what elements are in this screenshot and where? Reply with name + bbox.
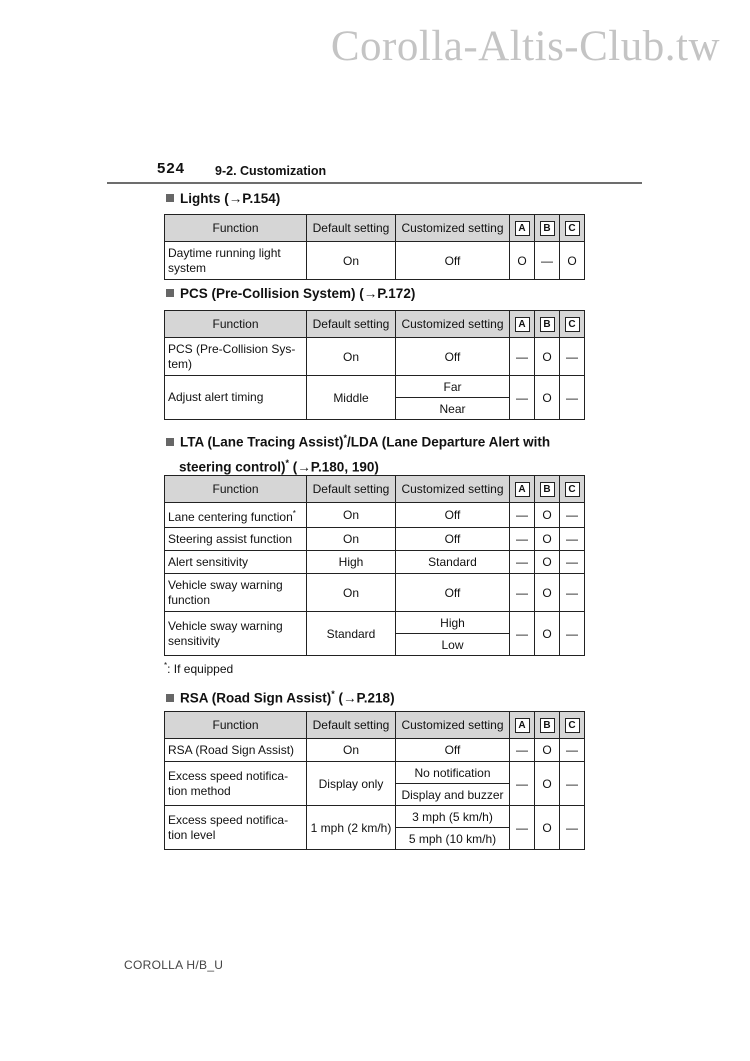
- function-cell: Excess speed notifica-tion level: [165, 806, 307, 850]
- table-header-row: [165, 712, 585, 739]
- custom-option-cell: Low: [396, 634, 510, 656]
- a-cell: —: [510, 528, 535, 551]
- footer-model-code: COROLLA H/B_U: [124, 958, 224, 972]
- b-cell: O: [535, 551, 560, 574]
- c-cell: —: [560, 612, 585, 656]
- b-cell: O: [535, 574, 560, 612]
- custom-cell: Off: [396, 242, 510, 280]
- table-row: [165, 806, 585, 828]
- default-cell: Standard: [307, 612, 396, 656]
- c-cell: O: [560, 242, 585, 280]
- bullet-square-icon: [166, 694, 174, 702]
- c-cell: —: [560, 739, 585, 762]
- function-cell: PCS (Pre-Collision Sys-tem): [165, 338, 307, 376]
- table-row: [165, 762, 585, 784]
- table-row: [165, 528, 585, 551]
- header-default: Default setting: [307, 476, 396, 503]
- header-custom: Customized setting: [396, 476, 510, 503]
- a-cell: —: [510, 503, 535, 528]
- function-cell: Vehicle sway warning function: [165, 574, 307, 612]
- c-cell: —: [560, 762, 585, 806]
- custom-option-cell: Near: [396, 398, 510, 420]
- table-row: [165, 338, 585, 376]
- header-divider: [107, 182, 642, 184]
- section-title-rsa: RSA (Road Sign Assist)* (→P.218): [166, 684, 395, 709]
- bullet-square-icon: [166, 438, 174, 446]
- custom-cell: Off: [396, 503, 510, 528]
- c-cell: —: [560, 806, 585, 850]
- a-box-icon: A: [515, 317, 530, 332]
- default-cell: 1 mph (2 km/h): [307, 806, 396, 850]
- header-c: [560, 476, 585, 503]
- a-cell: —: [510, 806, 535, 850]
- custom-option-cell: Display and buzzer: [396, 784, 510, 806]
- table-row: [165, 574, 585, 612]
- header-b: [535, 311, 560, 338]
- header-a: [510, 712, 535, 739]
- bullet-square-icon: [166, 289, 174, 297]
- c-cell: —: [560, 338, 585, 376]
- custom-option-cell: 3 mph (5 km/h): [396, 806, 510, 828]
- table-header-row: [165, 476, 585, 503]
- a-cell: —: [510, 739, 535, 762]
- table-row: [165, 376, 585, 398]
- function-cell: Daytime running light system: [165, 242, 307, 280]
- table-row: [165, 503, 585, 528]
- b-cell: —: [535, 242, 560, 280]
- header-custom: Customized setting: [396, 215, 510, 242]
- custom-option-cell: High: [396, 612, 510, 634]
- c-cell: —: [560, 528, 585, 551]
- function-cell: Lane centering function*: [165, 503, 307, 528]
- header-a: [510, 476, 535, 503]
- function-cell: Steering assist function: [165, 528, 307, 551]
- header-c: [560, 712, 585, 739]
- b-box-icon: B: [540, 718, 555, 733]
- b-box-icon: B: [540, 221, 555, 236]
- a-cell: —: [510, 612, 535, 656]
- b-cell: O: [535, 528, 560, 551]
- function-cell: Adjust alert timing: [165, 376, 307, 420]
- custom-option-cell: No notification: [396, 762, 510, 784]
- custom-cell: Off: [396, 739, 510, 762]
- table-row: [165, 612, 585, 634]
- default-cell: On: [307, 739, 396, 762]
- header-c: [560, 215, 585, 242]
- header-default: Default setting: [307, 311, 396, 338]
- custom-option-cell: 5 mph (10 km/h): [396, 828, 510, 850]
- header-b: [535, 215, 560, 242]
- b-cell: O: [535, 762, 560, 806]
- chapter-title: 9-2. Customization: [215, 164, 327, 178]
- b-cell: O: [535, 376, 560, 420]
- header-custom: Customized setting: [396, 712, 510, 739]
- c-cell: —: [560, 376, 585, 420]
- custom-cell: Off: [396, 528, 510, 551]
- function-cell: Vehicle sway warning sensitivity: [165, 612, 307, 656]
- a-cell: —: [510, 574, 535, 612]
- default-cell: On: [307, 528, 396, 551]
- lights-table: [164, 214, 585, 280]
- c-cell: —: [560, 551, 585, 574]
- b-cell: O: [535, 806, 560, 850]
- a-cell: —: [510, 338, 535, 376]
- a-cell: —: [510, 551, 535, 574]
- custom-cell: Off: [396, 574, 510, 612]
- a-box-icon: A: [515, 482, 530, 497]
- header-c: [560, 311, 585, 338]
- c-box-icon: C: [565, 317, 580, 332]
- custom-option-cell: Far: [396, 376, 510, 398]
- custom-cell: Off: [396, 338, 510, 376]
- c-box-icon: C: [565, 718, 580, 733]
- header-default: Default setting: [307, 712, 396, 739]
- table-header-row: [165, 311, 585, 338]
- pcs-table: [164, 310, 585, 420]
- table-row: [165, 739, 585, 762]
- header-a: [510, 311, 535, 338]
- header-a: [510, 215, 535, 242]
- c-cell: —: [560, 574, 585, 612]
- default-cell: On: [307, 574, 396, 612]
- a-box-icon: A: [515, 221, 530, 236]
- watermark: Corolla-Altis-Club.tw: [330, 23, 720, 70]
- c-box-icon: C: [565, 221, 580, 236]
- b-cell: O: [535, 338, 560, 376]
- b-cell: O: [535, 503, 560, 528]
- b-box-icon: B: [540, 317, 555, 332]
- default-cell: On: [307, 503, 396, 528]
- table-header-row: [165, 215, 585, 242]
- header-default: Default setting: [307, 215, 396, 242]
- default-cell: On: [307, 242, 396, 280]
- a-cell: —: [510, 376, 535, 420]
- section-title-pcs: PCS (Pre-Collision System) (→P.172): [166, 283, 415, 304]
- page-number: 524: [157, 160, 186, 177]
- b-box-icon: B: [540, 482, 555, 497]
- c-cell: —: [560, 503, 585, 528]
- default-cell: On: [307, 338, 396, 376]
- header-custom: Customized setting: [396, 311, 510, 338]
- header-function: Function: [165, 311, 307, 338]
- custom-cell: Standard: [396, 551, 510, 574]
- footnote: *: If equipped: [164, 661, 234, 676]
- header-b: [535, 476, 560, 503]
- a-cell: —: [510, 762, 535, 806]
- function-cell: Alert sensitivity: [165, 551, 307, 574]
- default-cell: Display only: [307, 762, 396, 806]
- c-box-icon: C: [565, 482, 580, 497]
- table-row: [165, 242, 585, 280]
- b-cell: O: [535, 612, 560, 656]
- rsa-table: [164, 711, 585, 850]
- header-function: Function: [165, 476, 307, 503]
- header-function: Function: [165, 215, 307, 242]
- default-cell: High: [307, 551, 396, 574]
- a-cell: O: [510, 242, 535, 280]
- section-title-lights: Lights (→P.154): [166, 188, 280, 209]
- section-title-lta: LTA (Lane Tracing Assist)*/LDA (Lane Departure Alert with steering control)* (→P.180, 190): [166, 428, 550, 477]
- function-cell: Excess speed notifica-tion method: [165, 762, 307, 806]
- header-function: Function: [165, 712, 307, 739]
- lta-table: [164, 475, 585, 656]
- b-cell: O: [535, 739, 560, 762]
- table-row: [165, 551, 585, 574]
- a-box-icon: A: [515, 718, 530, 733]
- default-cell: Middle: [307, 376, 396, 420]
- bullet-square-icon: [166, 194, 174, 202]
- header-b: [535, 712, 560, 739]
- function-cell: RSA (Road Sign Assist): [165, 739, 307, 762]
